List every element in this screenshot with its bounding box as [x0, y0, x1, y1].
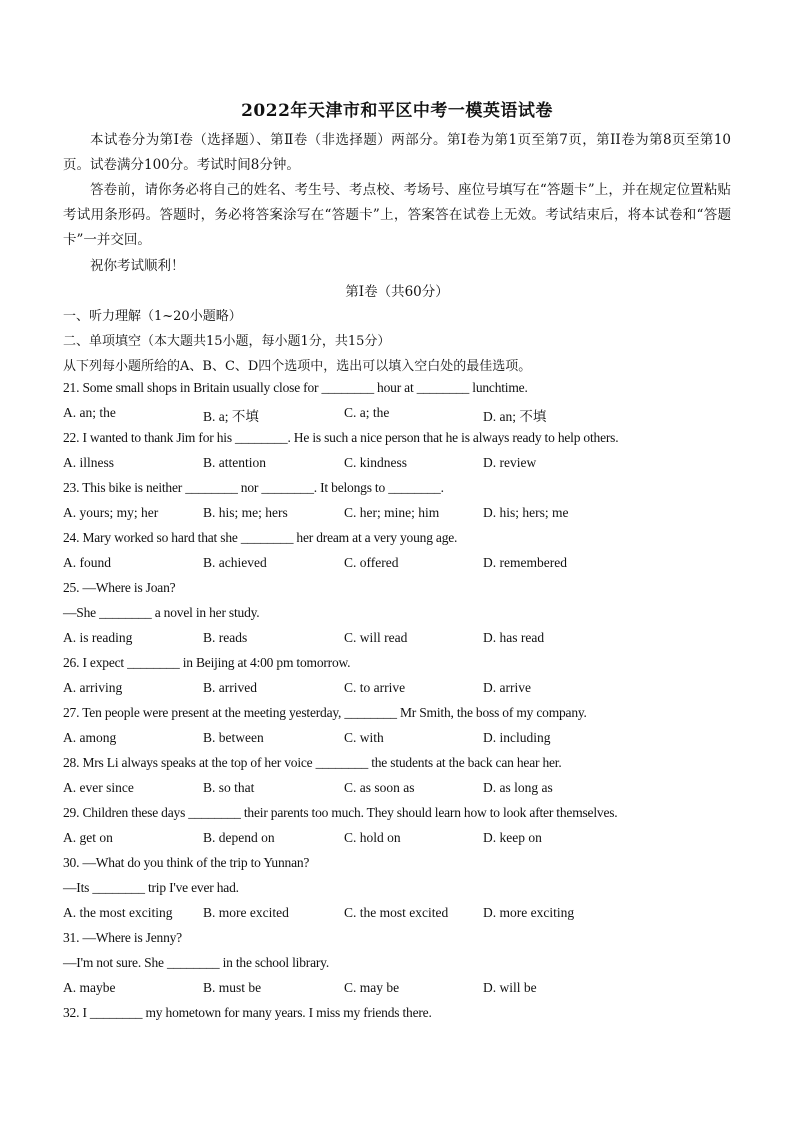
option-b: B. achieved	[203, 555, 267, 570]
question-stem: 24. Mary worked so hard that she ________ her dream at a very young age.	[63, 530, 458, 545]
option-d: D. has read	[483, 630, 545, 645]
question-stem: 27. Ten people were present at the meeting yesterday, ________ Mr Smith, the boss of my company.	[63, 705, 587, 720]
option-a: A. the most exciting	[63, 905, 173, 920]
option-b: B. a; 不填	[203, 409, 259, 424]
option-a: A. is reading	[63, 630, 133, 645]
option-d: D. an; 不填	[483, 409, 547, 424]
question-stem: 21. Some small shops in Britain usually close for ________ hour at ________ lunchtime.	[63, 380, 528, 395]
section-title: 第I卷（共60分）	[345, 284, 449, 300]
question-stem: 32. I ________ my hometown for many years. I miss my friends there.	[63, 1005, 432, 1020]
instruction: 从下列每小题所给的A、B、C、D四个选项中，选出可以填入空白处的最佳选项。	[63, 359, 532, 374]
option-a: A. ever since	[63, 780, 134, 795]
option-d: D. including	[483, 730, 551, 745]
option-c: C. offered	[344, 555, 399, 570]
option-d: D. review	[483, 455, 537, 470]
option-a: A. illness	[63, 455, 115, 470]
option-d: D. more exciting	[483, 905, 575, 920]
option-c: C. hold on	[344, 830, 401, 845]
question-stem-line2: —Its ________ trip I've ever had.	[63, 880, 239, 895]
option-c: C. kindness	[344, 455, 408, 470]
option-a: A. maybe	[63, 980, 116, 995]
question-stem: 30. —What do you think of the trip to Yunnan?	[63, 855, 310, 870]
question-stem: 22. I wanted to thank Jim for his ________. He is such a nice person that he is always ready to help others.	[63, 430, 619, 445]
intro-wish: 祝你考试顺利！	[90, 258, 185, 274]
part1-heading: 一、听力理解（1~20小题略）	[63, 309, 242, 324]
question-stem: 28. Mrs Li always speaks at the top of her voice ________ the students at the back can hear her.	[63, 755, 562, 770]
option-a: A. get on	[63, 830, 113, 845]
option-d: D. will be	[483, 980, 537, 995]
question-stem-line2: —She ________ a novel in her study.	[63, 605, 260, 620]
option-c: C. may be	[344, 980, 400, 995]
question-stem: 23. This bike is neither ________ nor ________. It belongs to ________.	[63, 480, 444, 495]
question-stem: 29. Children these days ________ their parents too much. They should learn how to look after themselves.	[63, 805, 618, 820]
option-d: D. as long as	[483, 780, 553, 795]
option-b: B. so that	[203, 780, 255, 795]
option-b: B. depend on	[203, 830, 275, 845]
option-a: A. yours; my; her	[63, 505, 159, 520]
option-d: D. arrive	[483, 680, 531, 695]
option-a: A. among	[63, 730, 117, 745]
intro-paragraph-1: 本试卷分为第I卷（选择题）、第Ⅱ卷（非选择题）两部分。第I卷为第1页至第7页，第II卷为第8页至第10页。试卷满分100分。考试时间8分钟。	[63, 132, 731, 173]
option-d: D. keep on	[483, 830, 542, 845]
option-c: C. with	[344, 730, 384, 745]
question-stem: 25. —Where is Joan?	[63, 580, 176, 595]
intro-paragraph-2: 答卷前，请你务必将自己的姓名、考生号、考点校、考场号、座位号填写在“答题卡”上，并在规定位置粘贴考试用条形码。答题时，务必将答案涂写在“答题卡”上，答案答在试卷上无效。考试结束后，将本试卷和“答题卡”一并交回。	[63, 182, 731, 248]
option-b: B. more excited	[203, 905, 289, 920]
option-c: C. her; mine; him	[344, 505, 440, 520]
option-c: C. a; the	[344, 405, 390, 420]
option-d: D. remembered	[483, 555, 567, 570]
part2-heading: 二、单项填空（本大题共15小题，每小题1分，共15分）	[63, 334, 391, 349]
question-stem: 31. —Where is Jenny?	[63, 930, 182, 945]
question-stem-line2: —I'm not sure. She ________ in the school library.	[63, 955, 330, 970]
option-b: B. arrived	[203, 680, 257, 695]
question-stem: 26. I expect ________ in Beijing at 4:00 pm tomorrow.	[63, 655, 351, 670]
option-c: C. will read	[344, 630, 408, 645]
option-a: A. arriving	[63, 680, 123, 695]
option-c: C. to arrive	[344, 680, 406, 695]
option-b: B. reads	[203, 630, 248, 645]
option-a: A. found	[63, 555, 111, 570]
option-b: B. attention	[203, 455, 266, 470]
option-c: C. as soon as	[344, 780, 415, 795]
option-a: A. an; the	[63, 405, 116, 420]
exam-title: 2022年天津市和平区中考一模英语试卷	[241, 101, 553, 121]
option-c: C. the most excited	[344, 905, 449, 920]
option-b: B. must be	[203, 980, 262, 995]
option-b: B. his; me; hers	[203, 505, 288, 520]
option-d: D. his; hers; me	[483, 505, 569, 520]
option-b: B. between	[203, 730, 264, 745]
